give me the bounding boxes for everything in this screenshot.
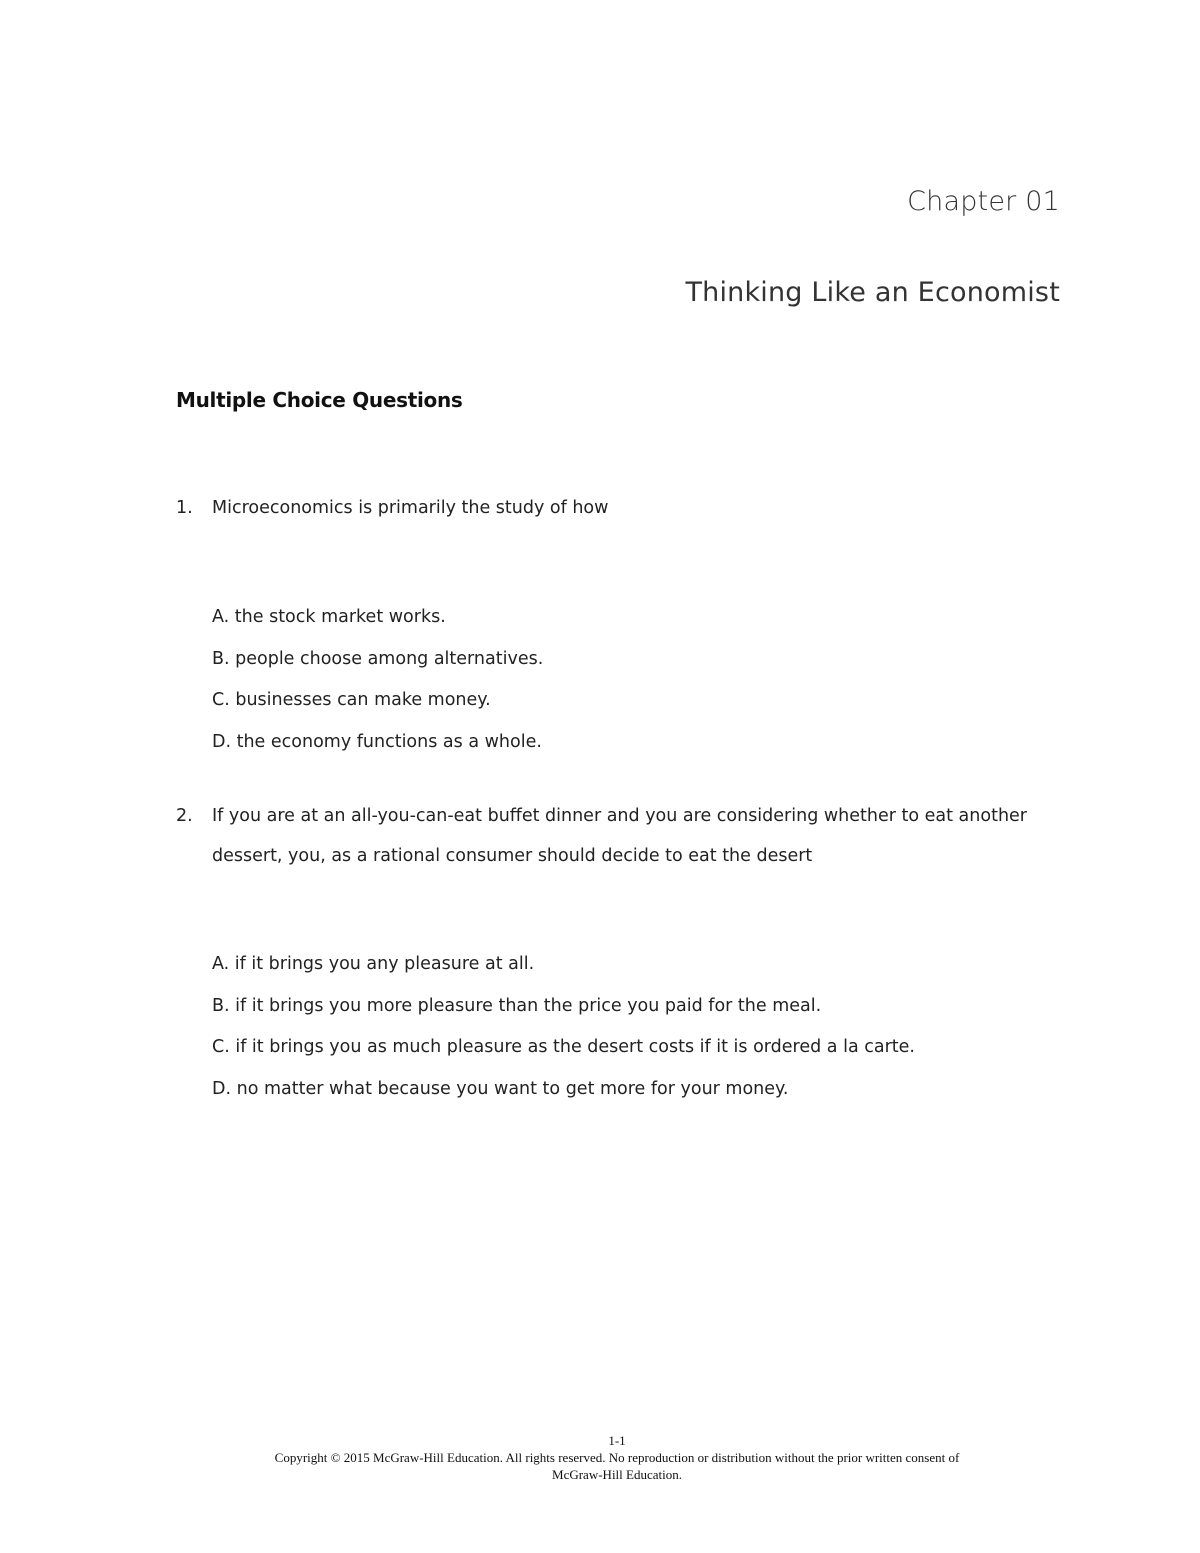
option-b: B. if it brings you more pleasure than the price you paid for the meal.	[212, 995, 822, 1016]
question-2-options	[212, 944, 915, 1111]
chapter-number: Chapter 01	[907, 186, 1060, 217]
copyright-line-1: Copyright © 2015 McGraw-Hill Education. All rights reserved. No reproduction or distribution without the prior written consent of	[274, 1450, 960, 1465]
chapter-title: Thinking Like an Economist	[685, 277, 1060, 308]
page-number: 1-1	[608, 1433, 626, 1448]
option-d: D. no matter what because you want to get more for your money.	[212, 1079, 789, 1100]
question-text: Microeconomics is primarily the study of how	[212, 498, 609, 518]
question-number: 1.	[176, 498, 193, 518]
copyright-line-2: McGraw-Hill Education.	[552, 1467, 682, 1482]
option-a: A. if it brings you any pleasure at all.	[212, 954, 535, 974]
question-text: If you are at an all-you-can-eat buffet dinner and you are considering whether to eat another dessert, you, as a rational consumer should decide to eat the desert	[212, 806, 1027, 866]
option-d: D. the economy functions as a whole.	[212, 732, 542, 753]
question-2	[176, 796, 1036, 876]
option-b: B. people choose among alternatives.	[212, 648, 544, 669]
question-number: 2.	[176, 806, 193, 826]
question-1-options	[212, 597, 543, 764]
option-c: C. if it brings you as much pleasure as the desert costs if it is ordered a la carte.	[212, 1037, 915, 1058]
option-a: A. the stock market works.	[212, 607, 446, 627]
section-heading: Multiple Choice Questions	[176, 388, 463, 412]
page-footer	[0, 1432, 1200, 1483]
option-c: C. businesses can make money.	[212, 690, 491, 711]
question-1	[176, 488, 1036, 528]
